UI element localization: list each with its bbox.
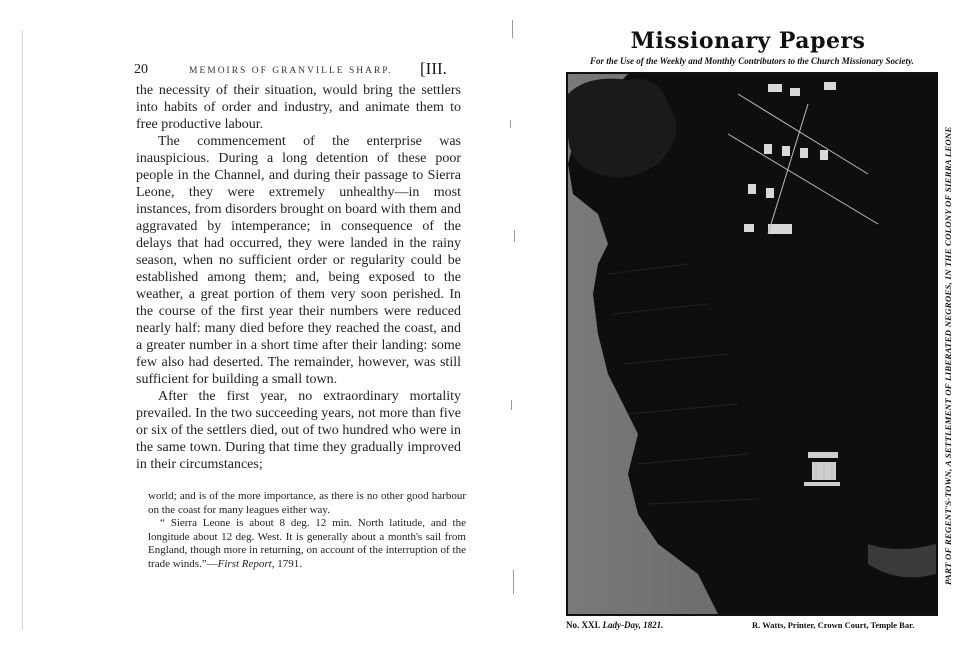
issue-number: No. XXI. [566, 620, 601, 630]
engraving-picture [568, 74, 936, 614]
running-title: MEMOIRS OF GRANVILLE SHARP. [189, 66, 393, 76]
printer-imprint: R. Watts, Printer, Crown Court, Temple Bar. [752, 620, 915, 630]
footnote-quote-text: “ Sierra Leone is about 8 deg. 12 min. North latitude, and the longitude about 12 deg. West. It is generally about a month's sail from England, though more in returning, on account of the interruption of the trade winds.”— [148, 517, 466, 570]
footnote-continuation: world; and is of the more importance, as there is no other good harbour on the coast for many leagues either way. [148, 490, 466, 516]
issue-date: Lady-Day, 1821. [602, 620, 664, 630]
paragraph: the necessity of their situation, would bring the settlers into habits of order and industry, and animate them to free productive labour. [136, 83, 461, 132]
page-number: 20 [134, 62, 148, 77]
footnote [148, 490, 466, 571]
gutter-speck [513, 570, 514, 594]
engraving-illustration [566, 72, 938, 616]
body-text [136, 82, 461, 473]
gutter-speck [510, 120, 511, 128]
chapter-mark: [III. [420, 59, 447, 78]
running-head [134, 59, 464, 84]
paragraph: The commencement of the enterprise was inauspicious. During a long detention of these poor people in the Channel, and during their passage to Sierra Leone, they were extremely unhealthy—in most instances, from disorders brought on board with them and aggravated by intemperance; in consequence of the delays that had occurred, they were landed in the rainy season, when no sufficient order or regularity could be established among them; and, being exposed to the weather, a great portion of them very soon perished. In the course of the first year their numbers were reduced nearly half: many died before they reached the coast, and a greater number in a short time after their landing: some few also had deserted. The remainder, however, was still sufficient for building a small town. [136, 134, 461, 387]
paragraph: After the first year, no extraordinary mortality prevailed. In the two succeeding years, not more than five or six of the settlers died, out of two hundred who were in the same town. During that time they gradually improved in their circumstances; [136, 389, 461, 472]
gutter-speck [512, 20, 513, 38]
footnote-quote [148, 517, 466, 571]
footnote-year: , 1791. [271, 557, 302, 570]
gutter-speck [511, 400, 512, 410]
footnote-source: First Report [217, 557, 272, 570]
masthead-subtitle: For the Use of the Weekly and Monthly Contributors to the Church Missionary Society. [590, 56, 914, 66]
engraving-caption: PART OF REGENT'S-TOWN, A SETTLEMENT OF LIBERATED NEGROES, IN THE COLONY OF SIERRA LEONE [943, 126, 953, 585]
right-page [548, 0, 980, 661]
issue-info [566, 620, 663, 630]
page-edge-line [22, 30, 23, 630]
gutter-speck [514, 230, 515, 242]
masthead: Missionary Papers [630, 28, 866, 54]
